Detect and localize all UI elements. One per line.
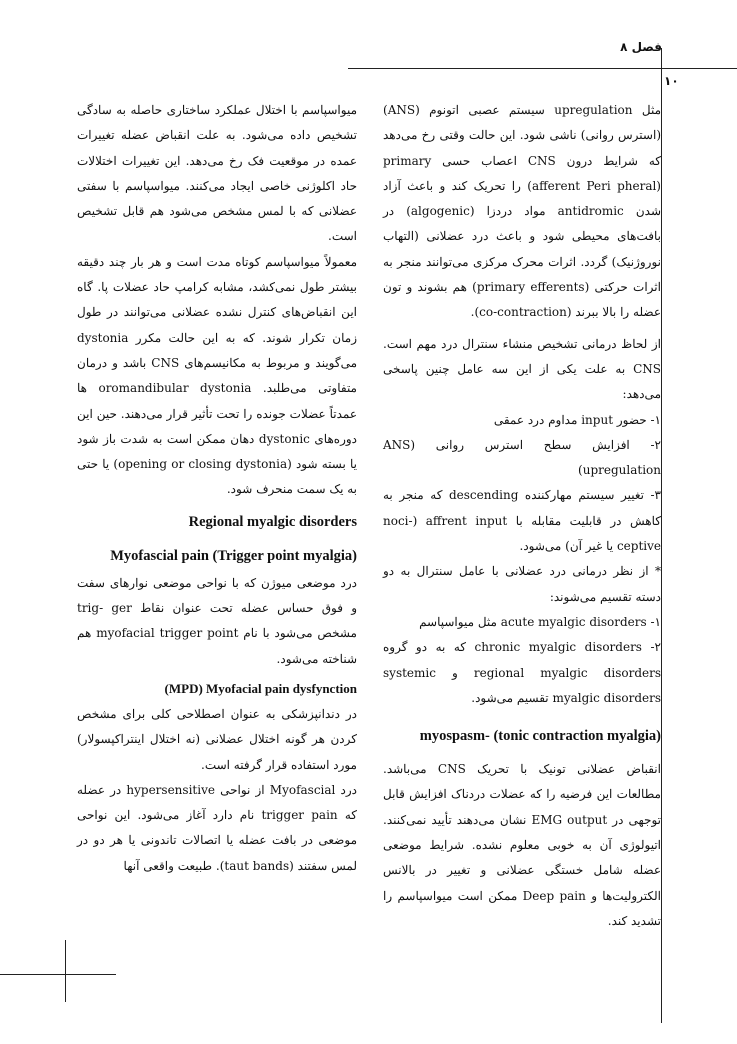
page-number: ۱۰ xyxy=(664,74,679,88)
section-heading: Myofascial pain (Trigger point myalgia) xyxy=(110,547,357,564)
crop-mark-top-horizontal xyxy=(348,68,737,69)
paragraph: درد Myofascial از نواحی hypersensitive در عضله که trigger pain نام دارد آغاز می‌شود. این نواحی موضعی در بافت عضله یا اتصالات تاندونی یا هر دو در لمس سفتند (taut bands). طبیعت واقعی آنها xyxy=(77,782,358,873)
section-heading: myospasm- (tonic contraction myalgia) xyxy=(419,728,661,745)
list-item: ۲- افزایش سطح استرس روانی (ANS upregulation) xyxy=(383,437,661,478)
note: * از نظر درمانی درد عضلانی با عامل سنترال به دو دسته تقسیم می‌شوند: xyxy=(383,564,661,604)
section-heading: (MPD) Myofacial pain dysfynction xyxy=(164,680,357,696)
section-heading: Regional myalgic disorders xyxy=(188,513,357,530)
left-column xyxy=(77,98,357,879)
crop-mark-bottom-horizontal xyxy=(0,974,116,975)
list-item: ۳- تغییر سیستم مهارکننده descending که منجر به کاهش در قابلیت مقابله با noci-) affrent input ceptive یا غیر آن) می‌شود. xyxy=(383,488,661,554)
paragraph: درد موضعی میوژن که با نواحی موضعی نوارهای سفت و فوق حساس عضله تحت عنوان نقاط trig- ger مشخص می‌شود با نام myofacial trigger point هم شناخته می‌شود. xyxy=(77,575,357,666)
list-item: ۲- chronic myalgic disorders که به دو گروه regional myalgic disorders و systemic myalgic disorders تقسیم می‌شود. xyxy=(383,640,661,705)
paragraph: مثل upregulation سیستم عصبی اتونوم (ANS) (استرس روانی) ناشی شود. این حالت وقتی رخ می‌دهد که شرایط درون CNS اعصاب حسی primary (afferent Peri pheral) را تحریک کند و باعث آزاد شدن antidromic مواد دردزا (algogenic) در بافت‌های محیطی شود و باعث درد عضلانی (التهاب نوروژنیک) گردد. اثرات محرک مرکزی می‌توانند منجر به اثرات حرکتی (primary efferents) هم بشوند و تون عضله را بالا ببرند (co-contraction). xyxy=(383,103,662,320)
list-item: ۱- acute myalgic disorders مثل میواسپاسم xyxy=(419,614,661,629)
list-item: ۱- حضور input مداوم درد عمقی xyxy=(493,412,661,427)
crop-mark-top-vertical xyxy=(661,48,662,1023)
paragraph: در دندانپزشکی به عنوان اصطلاحی کلی برای مشخص کردن هر گونه اختلال عضلانی (نه اختلال اینتراکپسولار) مورد استفاده قرار گرفته است. xyxy=(77,706,357,772)
paragraph: معمولاً میواسپاسم کوتاه مدت است و هر بار چند دقیقه بیشتر طول نمی‌کشد، مشابه کرامپ حاد عضلات پا. گاه این انقباض‌های کنترل نشده عضلانی می‌توانند در طول زمان تکرار شوند. که به این حالت مکرر dystonia می‌گویند و مربوط به مکانیسم‌های CNS باشد و درمان متفاوتی می‌طلبد. oromandibular dystonia ها عمدتاً عضلات جونده را تحت تأثیر قرار می‌دهند. حین این دوره‌های dystonic دهان ممکن است به شدت باز شود یا بسته شود (opening or closing dystonia) یا حتی به یک سمت منحرف شود. xyxy=(77,254,357,497)
paragraph: از لحاظ درمانی تشخیص منشاء سنترال درد مهم است. CNS به علت یکی از این سه عامل چنین پاسخی می‌دهد: xyxy=(383,336,661,402)
paragraph: انقباض عضلانی تونیک با تحریک CNS می‌باشد. مطالعات این فرضیه را که عضلات دردناک افزایش قابل توجهی در EMG output نشان می‌دهند تأیید نمی‌کنند. اتیولوژی آن به خوبی معلوم نشده. شرایط موضعی عضله شامل خستگی عضلانی و تغییر در بالانس الکترولیت‌ها و Deep pain ممکن است میواسپاسم را تشدید کند. xyxy=(383,762,661,928)
crop-mark-bottom-vertical xyxy=(65,940,66,1002)
chapter-label: فصل ۸ xyxy=(620,40,662,54)
paragraph: میواسپاسم با اختلال عملکرد ساختاری حاصله به سادگی تشخیص داده می‌شود. به علت انقباض عضله تغییرات عمده در موقعیت فک رخ می‌دهد. این تغییرات اختلالات حاد اکلوژنی خاصی ایجاد می‌کنند. میواسپاسم با سفتی عضلانی که با لمس مشخص می‌شود هم قابل تشخیص است. xyxy=(77,103,357,244)
right-column xyxy=(383,98,661,934)
